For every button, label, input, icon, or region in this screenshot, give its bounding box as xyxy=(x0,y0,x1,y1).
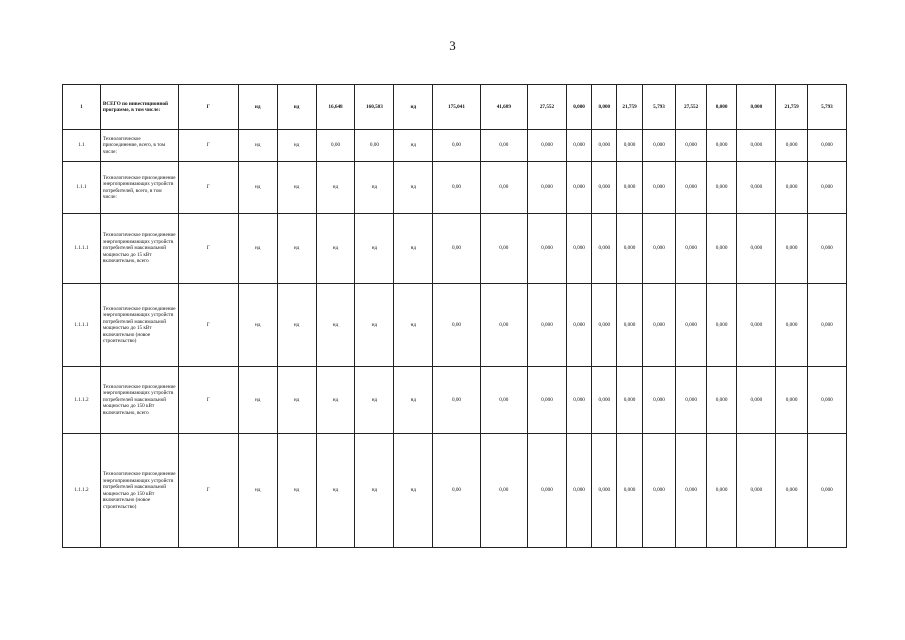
row-description: Технологическое присоединение энергопринимающих устройств потребителей максимальной мощностью до 15 кВт включительно (новое строительство) xyxy=(100,284,178,367)
cell: нд xyxy=(277,367,316,434)
cell: 0,00 xyxy=(355,130,394,162)
row-number: 1.1.1 xyxy=(63,162,101,214)
cell: 16,648 xyxy=(316,85,355,130)
cell: нд xyxy=(394,214,433,284)
row-number: 1 xyxy=(63,85,101,130)
cell: 0,000 xyxy=(807,284,846,367)
cell: нд xyxy=(238,130,277,162)
cell: 0,000 xyxy=(706,367,737,434)
cell: 0,000 xyxy=(776,434,808,548)
cell: 0,000 xyxy=(737,130,776,162)
cell: 0,000 xyxy=(566,162,591,214)
row-number: 1.1.1.2 xyxy=(63,434,101,548)
cell: 0,000 xyxy=(566,85,591,130)
cell: 0,000 xyxy=(528,162,567,214)
cell: нд xyxy=(238,214,277,284)
cell: 0,000 xyxy=(706,85,737,130)
cell: 0,000 xyxy=(776,367,808,434)
cell: 0,000 xyxy=(807,434,846,548)
table-row xyxy=(63,85,847,130)
cell: нд xyxy=(238,434,277,548)
row-description: ВСЕГО по инвестиционной программе, в том числе: xyxy=(100,85,178,130)
row-number: 1.1.1.1 xyxy=(63,284,101,367)
cell: нд xyxy=(316,284,355,367)
cell: 0,00 xyxy=(433,130,480,162)
cell: нд xyxy=(355,434,394,548)
investment-table xyxy=(62,84,847,548)
cell: 0,000 xyxy=(528,130,567,162)
cell: 0,000 xyxy=(642,162,676,214)
cell: 0,000 xyxy=(706,130,737,162)
cell: 160,503 xyxy=(355,85,394,130)
cell: нд xyxy=(277,214,316,284)
cell: 0,000 xyxy=(776,284,808,367)
cell: нд xyxy=(355,214,394,284)
cell: 0,000 xyxy=(776,214,808,284)
cell: 0,000 xyxy=(617,214,642,284)
cell: нд xyxy=(394,162,433,214)
cell: Г xyxy=(178,214,238,284)
cell: 0,000 xyxy=(592,367,617,434)
cell: 0,00 xyxy=(433,284,480,367)
cell: 0,000 xyxy=(592,284,617,367)
cell: 0,00 xyxy=(480,214,527,284)
cell: 0,000 xyxy=(642,284,676,367)
cell: 0,00 xyxy=(316,130,355,162)
cell: нд xyxy=(316,214,355,284)
row-number: 1.1 xyxy=(63,130,101,162)
cell: 0,000 xyxy=(617,162,642,214)
cell: нд xyxy=(277,130,316,162)
cell: 0,00 xyxy=(480,367,527,434)
cell: 0,000 xyxy=(706,284,737,367)
cell: 0,000 xyxy=(807,214,846,284)
cell: 0,000 xyxy=(566,130,591,162)
cell: 0,00 xyxy=(433,162,480,214)
cell: нд xyxy=(316,162,355,214)
cell: Г xyxy=(178,284,238,367)
cell: 0,000 xyxy=(737,367,776,434)
table-row xyxy=(63,367,847,434)
cell: Г xyxy=(178,130,238,162)
cell: 0,000 xyxy=(676,367,707,434)
cell: 21,759 xyxy=(617,85,642,130)
cell: 0,000 xyxy=(566,434,591,548)
cell: 0,000 xyxy=(528,214,567,284)
cell: 0,00 xyxy=(433,367,480,434)
table-row xyxy=(63,434,847,548)
cell: 0,000 xyxy=(617,434,642,548)
cell: 0,000 xyxy=(592,130,617,162)
cell: 27,552 xyxy=(528,85,567,130)
cell: 0,000 xyxy=(737,284,776,367)
cell: нд xyxy=(238,162,277,214)
cell: нд xyxy=(394,85,433,130)
cell: 0,000 xyxy=(528,367,567,434)
cell: Г xyxy=(178,434,238,548)
table-row xyxy=(63,130,847,162)
cell: 0,000 xyxy=(737,214,776,284)
cell: 0,000 xyxy=(776,130,808,162)
row-description: Технологическое присоединение, всего, в том числе: xyxy=(100,130,178,162)
cell: 0,000 xyxy=(776,162,808,214)
cell: нд xyxy=(238,367,277,434)
cell: нд xyxy=(355,284,394,367)
cell: 0,000 xyxy=(706,434,737,548)
row-description: Технологическое присоединение энергопринимающих устройств потребителей максимальной мощностью до 15 кВт включительно, всего xyxy=(100,214,178,284)
cell: 0,000 xyxy=(676,434,707,548)
cell: нд xyxy=(394,434,433,548)
cell: 0,000 xyxy=(642,214,676,284)
cell: 0,00 xyxy=(480,130,527,162)
cell: 27,552 xyxy=(676,85,707,130)
cell: 0,000 xyxy=(617,284,642,367)
cell: нд xyxy=(355,367,394,434)
cell: нд xyxy=(238,284,277,367)
cell: 0,000 xyxy=(706,214,737,284)
cell: 0,000 xyxy=(737,85,776,130)
cell: нд xyxy=(394,130,433,162)
cell: нд xyxy=(394,284,433,367)
cell: 0,000 xyxy=(706,162,737,214)
cell: 0,00 xyxy=(480,434,527,548)
row-description: Технологическое присоединение энергопринимающих устройств потребителей максимальной мощностью до 150 кВт включительно, всего xyxy=(100,367,178,434)
cell: 0,000 xyxy=(617,130,642,162)
cell: 0,000 xyxy=(737,162,776,214)
cell: 0,000 xyxy=(676,130,707,162)
cell: 0,000 xyxy=(528,284,567,367)
cell: 175,041 xyxy=(433,85,480,130)
row-description: Технологическое присоединение энергопринимающих устройств потребителей максимальной мощностью до 150 кВт включительно (новое строительство) xyxy=(100,434,178,548)
cell: нд xyxy=(394,367,433,434)
cell: 0,000 xyxy=(592,85,617,130)
cell: 0,000 xyxy=(566,367,591,434)
cell: 0,000 xyxy=(807,130,846,162)
cell: нд xyxy=(238,85,277,130)
cell: нд xyxy=(277,85,316,130)
cell: 0,000 xyxy=(592,214,617,284)
cell: 0,000 xyxy=(737,434,776,548)
cell: нд xyxy=(277,162,316,214)
row-description: Технологическое присоединение энергопринимающих устройств потребителей, всего, в том числе: xyxy=(100,162,178,214)
cell: 0,000 xyxy=(617,367,642,434)
table-row xyxy=(63,214,847,284)
cell: 0,000 xyxy=(592,162,617,214)
cell: 0,000 xyxy=(642,367,676,434)
page-number: 3 xyxy=(449,38,456,53)
cell: 21,759 xyxy=(776,85,808,130)
cell: 0,000 xyxy=(566,214,591,284)
cell: 0,00 xyxy=(433,214,480,284)
cell: 0,000 xyxy=(642,130,676,162)
cell: 41,689 xyxy=(480,85,527,130)
cell: 0,000 xyxy=(807,367,846,434)
cell: 0,000 xyxy=(676,162,707,214)
table-row xyxy=(63,284,847,367)
cell: 0,000 xyxy=(676,284,707,367)
row-number: 1.1.1.2 xyxy=(63,367,101,434)
cell: 0,00 xyxy=(433,434,480,548)
cell: 5,793 xyxy=(807,85,846,130)
cell: Г xyxy=(178,85,238,130)
cell: Г xyxy=(178,367,238,434)
table-row xyxy=(63,162,847,214)
cell: 0,00 xyxy=(480,284,527,367)
cell: 5,793 xyxy=(642,85,676,130)
cell: 0,000 xyxy=(642,434,676,548)
cell: 0,000 xyxy=(566,284,591,367)
cell: нд xyxy=(316,367,355,434)
row-number: 1.1.1.1 xyxy=(63,214,101,284)
cell: 0,000 xyxy=(676,214,707,284)
cell: нд xyxy=(355,162,394,214)
cell: 0,000 xyxy=(528,434,567,548)
cell: 0,000 xyxy=(807,162,846,214)
cell: нд xyxy=(277,434,316,548)
cell: 0,00 xyxy=(480,162,527,214)
cell: нд xyxy=(277,284,316,367)
cell: 0,000 xyxy=(592,434,617,548)
cell: Г xyxy=(178,162,238,214)
cell: нд xyxy=(316,434,355,548)
